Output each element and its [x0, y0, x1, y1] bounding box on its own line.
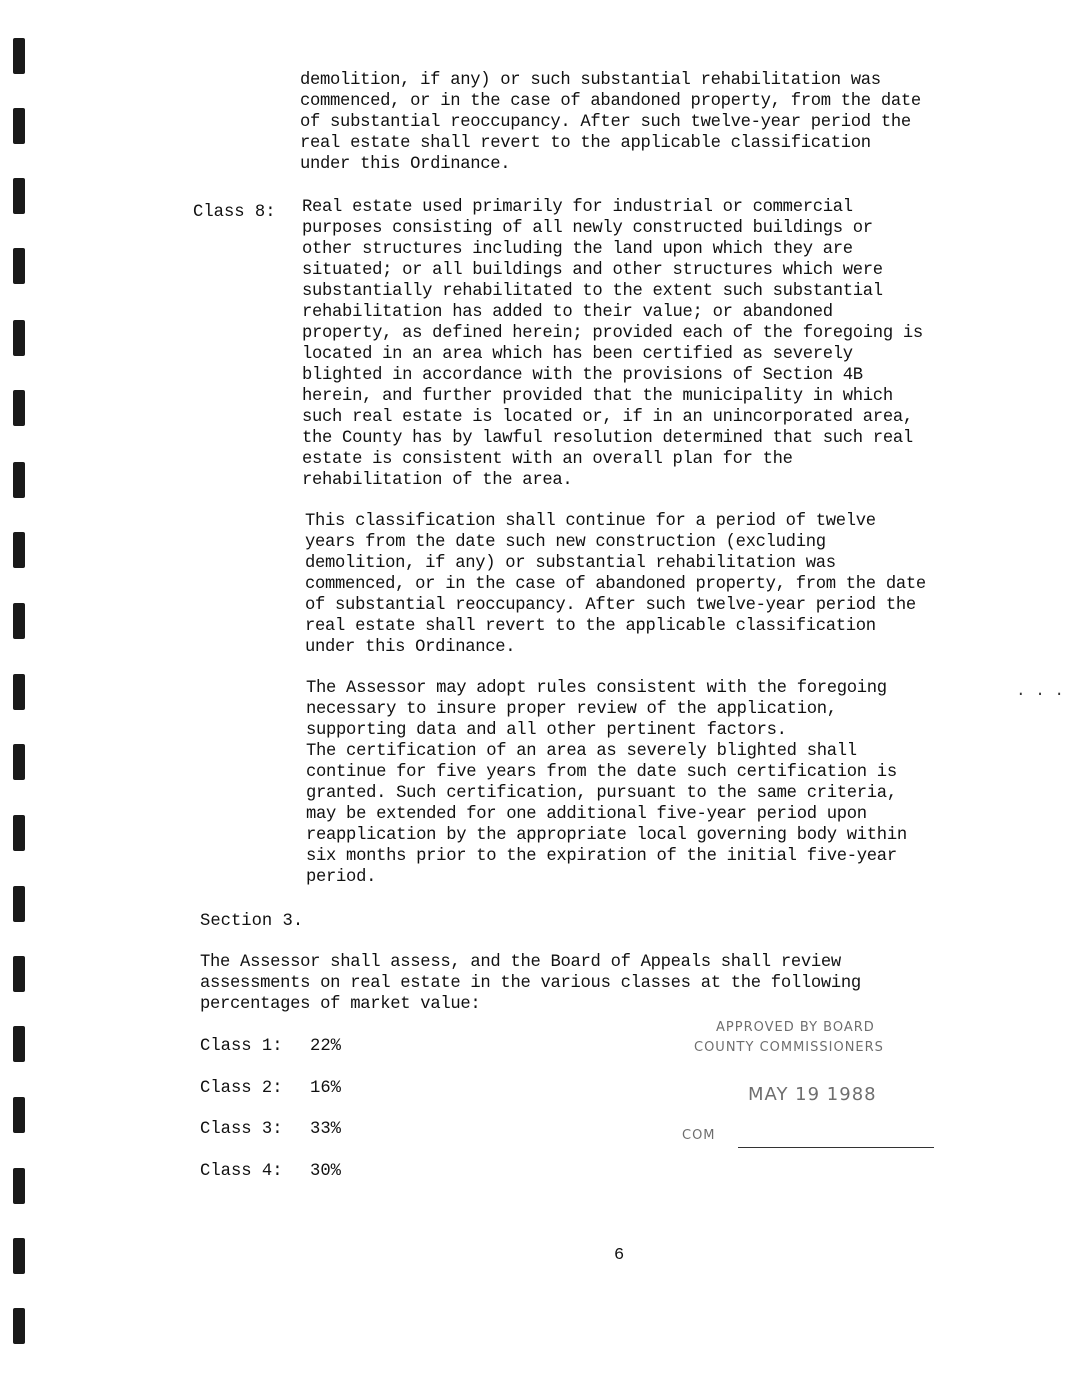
- binder-hole: [13, 1168, 25, 1204]
- class8-label: Class 8:: [193, 203, 276, 222]
- class8-definition: Real estate used primarily for industrial or commercial purposes consisting of all newly constructed buildings or other structures including the land upon which they are situated; or all buildings and other structures which were substantially rehabilitated to the extent such substantial rehabilitation has added to their value; or abandoned property, as defined herein; provided each of the foregoing is located in an area which has been certified as severely blighted in accordance with the provisions of Section 4B herein, and further provided that the municipality in which such real estate is located or, if in an unincorporated area, the County has by lawful resolution determined that such real estate is consistent with an overall plan for the rehabilitation of the area.: [302, 198, 923, 490]
- binder-hole: [13, 1238, 25, 1274]
- stamp-date: MAY 19 1988: [748, 1084, 877, 1105]
- margin-dots: . . .: [1016, 682, 1065, 700]
- class-percentage: 33%: [310, 1120, 341, 1139]
- binder-hole: [13, 674, 25, 710]
- binder-hole: [13, 886, 25, 922]
- class-percentage: 22%: [310, 1037, 341, 1056]
- binder-hole: [13, 1026, 25, 1062]
- binder-hole: [13, 532, 25, 568]
- page-number: 6: [614, 1246, 625, 1265]
- binder-hole: [13, 1308, 25, 1344]
- assessor-rules-paragraph: The Assessor may adopt rules consistent with the foregoing necessary to insure proper review of the application, supporting data and all other pertinent factors. The certification of an area as severely blighted shall continue for five years from the date such certification is granted. Such certification, pursuant to the same criteria, may be extended for one additional five-year period upon reapplication by the appropriate local governing body within six months prior to the expiration of the initial five-year period.: [306, 679, 907, 887]
- classification-duration-paragraph: This classification shall continue for a period of twelve years from the date such new construction (excluding demolition, if any) or substantial rehabilitation was commenced, or in the case of abandoned property, from the date of substantial reoccupancy. After such twelve-year period the real estate shall revert to the applicable classification under this Ordinance.: [305, 512, 926, 657]
- binder-hole: [13, 248, 25, 284]
- binder-hole: [13, 956, 25, 992]
- stamp-line-2: COUNTY COMMISSIONERS: [694, 1040, 884, 1055]
- binder-hole: [13, 603, 25, 639]
- binder-hole: [13, 390, 25, 426]
- binder-hole: [13, 320, 25, 356]
- class-label: Class 4:: [200, 1162, 283, 1181]
- class-label: Class 2:: [200, 1079, 283, 1098]
- binder-hole: [13, 38, 25, 74]
- class-label: Class 1:: [200, 1037, 283, 1056]
- stamp-line-1: APPROVED BY BOARD: [716, 1020, 875, 1035]
- stamp-com: COM: [682, 1128, 716, 1143]
- binder-hole: [13, 744, 25, 780]
- section-heading: Section 3.: [200, 912, 304, 931]
- binder-hole: [13, 815, 25, 851]
- class-percentage: 16%: [310, 1079, 341, 1098]
- binder-hole: [13, 178, 25, 214]
- class-percentage: 30%: [310, 1162, 341, 1181]
- continuation-paragraph: demolition, if any) or such substantial rehabilitation was commenced, or in the case of abandoned property, from the date of substantial reoccupancy. After such twelve-year period the real estate shall revert to the applicable classification under this Ordinance.: [300, 71, 921, 174]
- assessment-paragraph: The Assessor shall assess, and the Board of Appeals shall review assessments on real estate in the various classes at the following percentages of market value:: [200, 953, 861, 1014]
- binder-hole: [13, 462, 25, 498]
- class-label: Class 3:: [200, 1120, 283, 1139]
- signature-line: [738, 1147, 934, 1148]
- binder-hole: [13, 1097, 25, 1133]
- binder-hole: [13, 108, 25, 144]
